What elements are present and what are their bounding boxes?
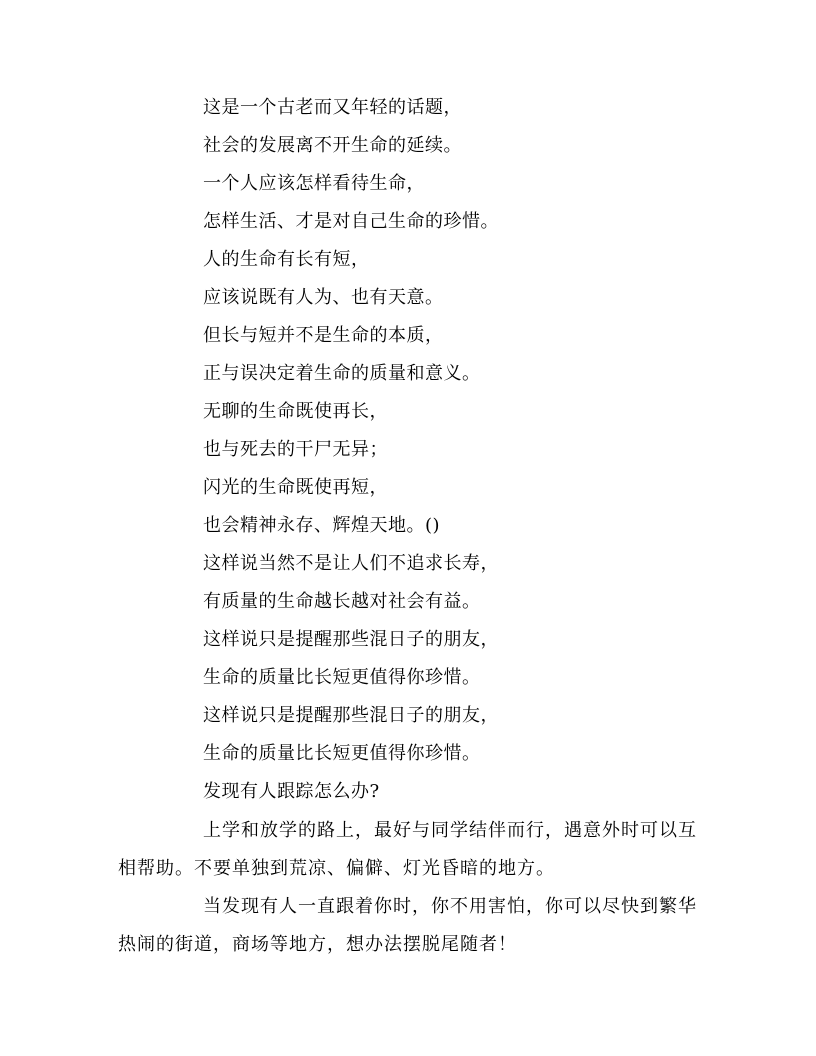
poem-line: 这样说只是提醒那些混日子的朋友， [203, 705, 499, 726]
poem-line: 闪光的生命既使再短， [203, 477, 388, 498]
poem-line: 怎样生活、才是对自己生命的珍惜。 [203, 211, 499, 232]
body-paragraph: 当发现有人一直跟着你时，你不用害怕，你可以尽快到繁华热闹的街道，商场等地方，想办法摆脱尾随者！ [118, 896, 697, 955]
poem-line: 应该说既有人为、也有天意。 [203, 287, 444, 308]
poem-line: 但长与短并不是生命的本质， [203, 325, 444, 346]
poem-line: 这样说只是提醒那些混日子的朋友， [203, 629, 499, 650]
poem-line: 这样说当然不是让人们不追求长寿， [203, 553, 499, 574]
poem-line: 有质量的生命越长越对社会有益。 [203, 591, 481, 612]
poem-line: 生命的质量比长短更值得你珍惜。 [203, 667, 481, 688]
poem-line: 也会精神永存、辉煌天地。() [203, 515, 441, 536]
poem-line: 这是一个古老而又年轻的话题， [203, 97, 462, 118]
poem-line: 生命的质量比长短更值得你珍惜。 [203, 743, 481, 764]
poem-line: 无聊的生命既使再长， [203, 401, 388, 422]
body-paragraph: 上学和放学的路上，最好与同学结伴而行，遇意外时可以互相帮助。不要单独到荒凉、偏僻、灯光昏暗的地方。 [118, 820, 697, 879]
poem-line: 社会的发展离不开生命的延续。 [203, 135, 462, 156]
poem-line: 人的生命有长有短， [203, 249, 370, 270]
section-heading: 发现有人跟踪怎么办? [203, 781, 380, 802]
poem-line: 正与误决定着生命的质量和意义。 [203, 363, 481, 384]
poem-line: 一个人应该怎样看待生命， [203, 173, 425, 194]
poem-line: 也与死去的干尸无异； [203, 439, 388, 460]
